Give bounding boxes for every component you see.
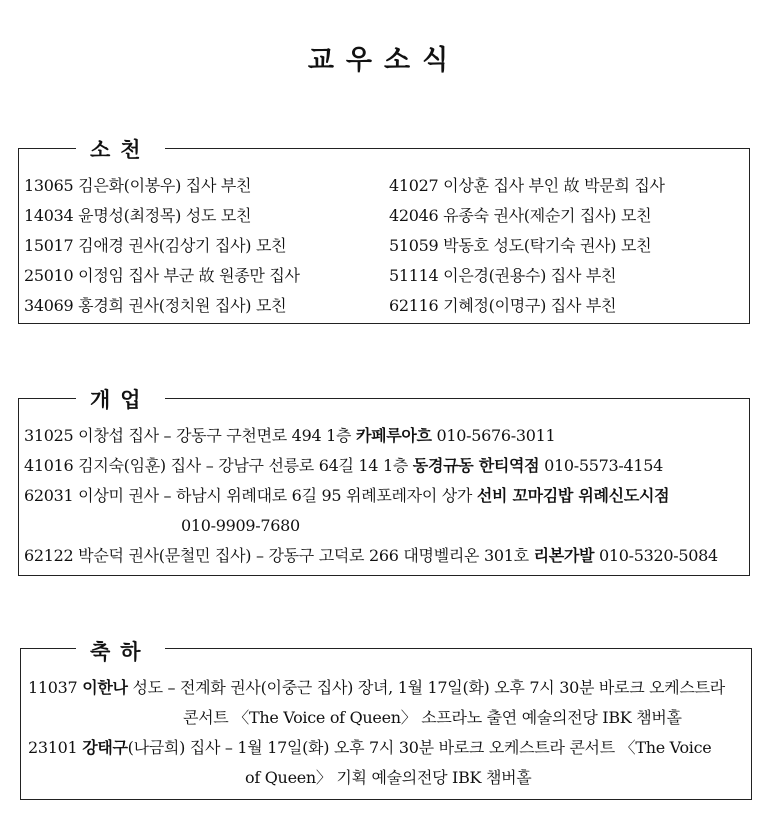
list-item: 62122 박순덕 권사(문철민 집사) – 강동구 고덕로 266 대명벨리온 301호 리본가발 010-5320-5084 xyxy=(24,546,718,565)
page-title: 교우소식 xyxy=(307,45,461,76)
list-item-continuation: 콘서트 〈The Voice of Queen〉 소프라노 출연 예술의전당 IBK 챔버홀 xyxy=(183,708,682,727)
section-chukha xyxy=(20,648,752,800)
list-item: 23101 강태구(나금희) 집사 – 1월 17일(화) 오후 7시 30분 바로크 오케스트라 콘서트 〈The Voice xyxy=(28,738,712,757)
list-item: 13065 김은화(이봉우) 집사 부친 xyxy=(24,176,252,195)
list-item: 34069 홍경희 권사(정치원 집사) 모친 xyxy=(24,296,287,315)
list-item-continuation: 010-9909-7680 xyxy=(181,516,300,535)
list-item: 51114 이은경(권용수) 집사 부친 xyxy=(389,266,617,285)
list-item: 42046 유종숙 권사(제순기 집사) 모친 xyxy=(389,206,652,225)
list-item: 51059 박동호 성도(탁기숙 권사) 모친 xyxy=(389,236,652,255)
list-item: 41016 김지숙(임훈) 집사 – 강남구 선릉로 64길 14 1층 동경규동 한티역점 010-5573-4154 xyxy=(24,456,664,475)
list-item: 62031 이상미 권사 – 하남시 위례대로 6길 95 위례포레자이 상가 선비 꼬마김밥 위례신도시점 xyxy=(24,486,670,505)
list-item-continuation: of Queen〉 기획 예술의전당 IBK 챔버홀 xyxy=(245,768,532,787)
list-item: 25010 이정임 집사 부군 故 원종만 집사 xyxy=(24,266,300,285)
list-item: 31025 이창섭 집사 – 강동구 구천면로 494 1층 카페루아흐 010-5676-3011 xyxy=(24,426,556,445)
section-gaeup xyxy=(18,398,750,576)
list-item: 41027 이상훈 집사 부인 故 박문희 집사 xyxy=(389,176,665,195)
section-label-sochun: 소천 xyxy=(76,136,165,164)
section-label-chukha: 축하 xyxy=(76,638,165,666)
section-sochun xyxy=(18,148,750,324)
list-item: 14034 윤명성(최정목) 성도 모친 xyxy=(24,206,252,225)
section-label-gaeup: 개업 xyxy=(76,386,165,414)
list-item: 62116 기혜정(이명구) 집사 부친 xyxy=(389,296,617,315)
list-item: 11037 이한나 성도 – 전계화 권사(이중근 집사) 장녀, 1월 17일(화) 오후 7시 30분 바로크 오케스트라 xyxy=(28,678,725,697)
list-item: 15017 김애경 권사(김상기 집사) 모친 xyxy=(24,236,287,255)
